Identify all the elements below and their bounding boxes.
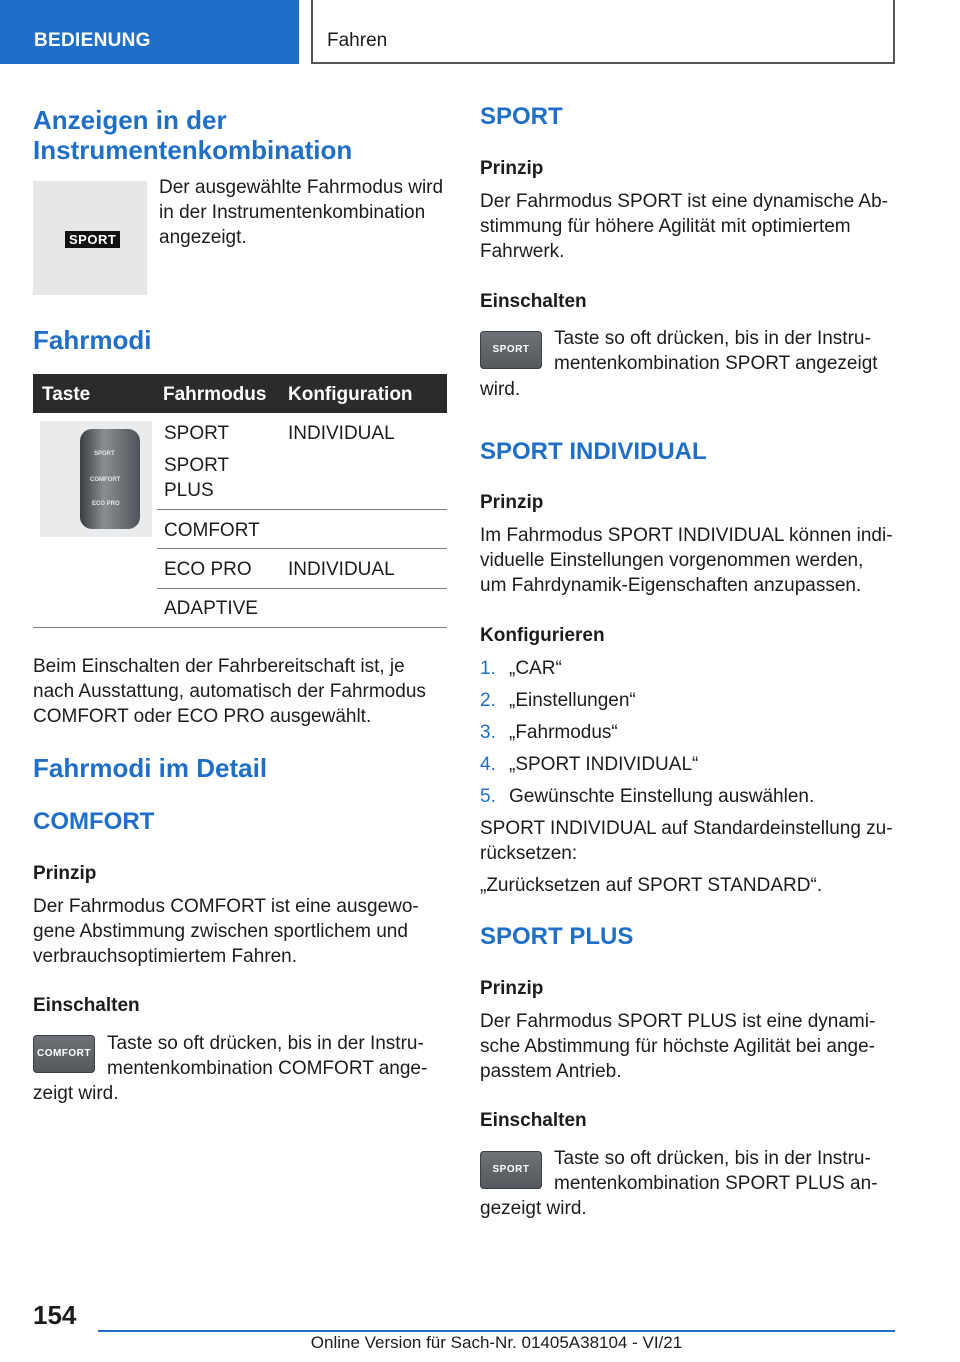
step-number: 1. bbox=[480, 658, 496, 679]
reset-line2: rücksetzen: bbox=[480, 843, 578, 864]
sport-heading: SPORT bbox=[480, 103, 563, 130]
mode-sport-plus-line1: SPORT bbox=[164, 455, 230, 476]
step-text: „CAR“ bbox=[509, 658, 562, 679]
sport-instr-line2: mentenkombination SPORT angezeigt bbox=[554, 353, 878, 374]
sport-plus-button-label: SPORT bbox=[492, 1164, 530, 1175]
plus-line1: Der Fahrmodus SPORT PLUS ist eine dynami- bbox=[480, 1011, 876, 1032]
footer-rule bbox=[98, 1330, 895, 1332]
comfort-heading: COMFORT bbox=[33, 808, 155, 835]
comfort-instr-line2: mentenkombination COMFORT ange- bbox=[107, 1058, 428, 1079]
sport-description bbox=[480, 189, 888, 264]
button-strip bbox=[80, 429, 140, 529]
plus-instruction bbox=[554, 1146, 878, 1196]
panel-label-sport: SPORT bbox=[94, 451, 115, 457]
sport-plus-button-image bbox=[480, 1151, 542, 1189]
note-line2: nach Ausstattung, automatisch der Fahrmodus bbox=[33, 681, 426, 702]
sport-button-label: SPORT bbox=[492, 344, 530, 355]
sport-einschalten-label: Einschalten bbox=[480, 291, 587, 312]
table-divider bbox=[157, 509, 447, 510]
plus-einschalten-label: Einschalten bbox=[480, 1110, 587, 1131]
display-sport-label: SPORT bbox=[65, 231, 120, 248]
page-number: 154 bbox=[33, 1300, 77, 1330]
comfort-einschalten-label: Einschalten bbox=[33, 995, 140, 1016]
table-divider bbox=[157, 548, 447, 549]
plus-line2: sche Abstimmung für höchste Agilität bei ange- bbox=[480, 1036, 876, 1057]
panel-label-ecopro: ECO PRO bbox=[92, 501, 120, 507]
config-individual-2: INDIVIDUAL bbox=[288, 559, 395, 580]
sport-individual-heading: SPORT INDIVIDUAL bbox=[480, 438, 707, 465]
mode-comfort: COMFORT bbox=[164, 520, 260, 541]
reset-line1: SPORT INDIVIDUAL auf Standardeinstellung zu- bbox=[480, 818, 893, 839]
col-fahrmodus: Fahrmodus bbox=[163, 384, 267, 405]
table-divider bbox=[157, 588, 447, 589]
comfort-line1: Der Fahrmodus COMFORT ist eine ausgewo- bbox=[33, 896, 419, 917]
mode-sport-plus-line2: PLUS bbox=[164, 480, 214, 501]
mode-adaptive: ADAPTIVE bbox=[164, 598, 258, 619]
anzeigen-heading-line1: Anzeigen in der bbox=[33, 105, 227, 135]
plus-instr-line1: Taste so oft drücken, bis in der Instru- bbox=[554, 1148, 871, 1169]
plus-instr-line2: mentenkombination SPORT PLUS an- bbox=[554, 1173, 878, 1194]
individual-prinzip-label: Prinzip bbox=[480, 492, 544, 513]
sport-button-image bbox=[480, 331, 542, 369]
step-number: 5. bbox=[480, 786, 496, 807]
anzeigen-heading bbox=[33, 105, 352, 165]
sport-prinzip-label: Prinzip bbox=[480, 158, 544, 179]
step-text: Gewünschte Einstellung auswählen. bbox=[509, 786, 815, 807]
plus-prinzip-label: Prinzip bbox=[480, 978, 544, 999]
anzeigen-heading-line2: Instrumentenkombination bbox=[33, 135, 353, 165]
config-individual-1: INDIVIDUAL bbox=[288, 423, 395, 444]
comfort-instr-line3: zeigt wird. bbox=[33, 1083, 119, 1104]
note-line3: COMFORT oder ECO PRO ausgewählt. bbox=[33, 706, 372, 727]
default-mode-note bbox=[33, 654, 426, 729]
plus-line3: passtem Antrieb. bbox=[480, 1061, 622, 1082]
section-tab bbox=[0, 0, 299, 64]
mode-eco-pro: ECO PRO bbox=[164, 559, 252, 580]
step-number: 2. bbox=[480, 690, 496, 711]
detail-heading: Fahrmodi im Detail bbox=[33, 753, 268, 783]
section-label: BEDIENUNG bbox=[34, 30, 151, 51]
step-number: 4. bbox=[480, 754, 496, 775]
comfort-description bbox=[33, 894, 419, 969]
anzeigen-text-line3: angezeigt. bbox=[159, 227, 247, 248]
sport-line2: stimmung für höhere Agilität mit optimiertem bbox=[480, 216, 851, 237]
panel-label-comfort: COMFORT bbox=[90, 477, 121, 483]
table-row bbox=[164, 421, 229, 446]
comfort-prinzip-label: Prinzip bbox=[33, 863, 97, 884]
individual-line2: viduelle Einstellungen vorgenommen werden, bbox=[480, 550, 864, 571]
sport-instr-line3: wird. bbox=[480, 379, 521, 400]
sport-instr-line1: Taste so oft drücken, bis in der Instru- bbox=[554, 328, 871, 349]
steering-wheel-buttons-image bbox=[40, 421, 152, 537]
sport-line3: Fahrwerk. bbox=[480, 241, 565, 262]
step-text: „SPORT INDIVIDUAL“ bbox=[509, 754, 699, 775]
sport-plus-heading: SPORT PLUS bbox=[480, 923, 634, 950]
reset-text bbox=[480, 816, 893, 866]
chapter-box bbox=[311, 0, 895, 64]
comfort-instr-line1: Taste so oft drücken, bis in der Instru- bbox=[107, 1033, 424, 1054]
col-taste: Taste bbox=[42, 384, 91, 405]
chapter-label: Fahren bbox=[327, 30, 388, 51]
comfort-line2: gene Abstimmung zwischen sportlichem und bbox=[33, 921, 408, 942]
konfigurieren-label: Konfigurieren bbox=[480, 625, 605, 646]
comfort-line3: verbrauchsoptimiertem Fahren. bbox=[33, 946, 297, 967]
list-item bbox=[480, 688, 496, 713]
fahrmodi-heading: Fahrmodi bbox=[33, 325, 152, 355]
list-item bbox=[480, 752, 496, 777]
comfort-button-image bbox=[33, 1035, 95, 1073]
instrument-display-image bbox=[33, 181, 147, 295]
mode-sport-plus bbox=[164, 453, 229, 503]
col-konfiguration: Konfiguration bbox=[288, 384, 413, 405]
anzeigen-text-line2: in der Instrumentenkombination bbox=[159, 202, 426, 223]
footer-text: Online Version für Sach-Nr. 01405A38104 - VI/21 bbox=[310, 1333, 683, 1352]
comfort-instruction bbox=[107, 1031, 427, 1081]
mode-sport: SPORT bbox=[164, 423, 230, 444]
individual-line1: Im Fahrmodus SPORT INDIVIDUAL können indi- bbox=[480, 525, 893, 546]
table-header bbox=[33, 374, 447, 413]
anzeigen-text-line1: Der ausgewählte Fahrmodus wird bbox=[159, 177, 444, 198]
step-text: „Einstellungen“ bbox=[509, 690, 636, 711]
individual-description bbox=[480, 523, 893, 598]
table-bottom-rule bbox=[33, 627, 447, 628]
sport-line1: Der Fahrmodus SPORT ist eine dynamische Ab- bbox=[480, 191, 888, 212]
reset-action: „Zurücksetzen auf SPORT STANDARD“. bbox=[480, 875, 823, 896]
step-text: „Fahrmodus“ bbox=[509, 722, 618, 743]
list-item bbox=[480, 784, 496, 809]
note-line1: Beim Einschalten der Fahrbereitschaft ist, je bbox=[33, 656, 405, 677]
plus-description bbox=[480, 1009, 875, 1084]
list-item bbox=[480, 720, 496, 745]
anzeigen-text bbox=[159, 175, 443, 250]
plus-instr-line3: gezeigt wird. bbox=[480, 1198, 587, 1219]
sport-instruction bbox=[554, 326, 878, 376]
list-item bbox=[480, 656, 496, 681]
comfort-button-label: COMFORT bbox=[36, 1048, 92, 1059]
individual-line3: um Fahrdynamik-Eigenschaften anzupassen. bbox=[480, 575, 862, 596]
step-number: 3. bbox=[480, 722, 496, 743]
